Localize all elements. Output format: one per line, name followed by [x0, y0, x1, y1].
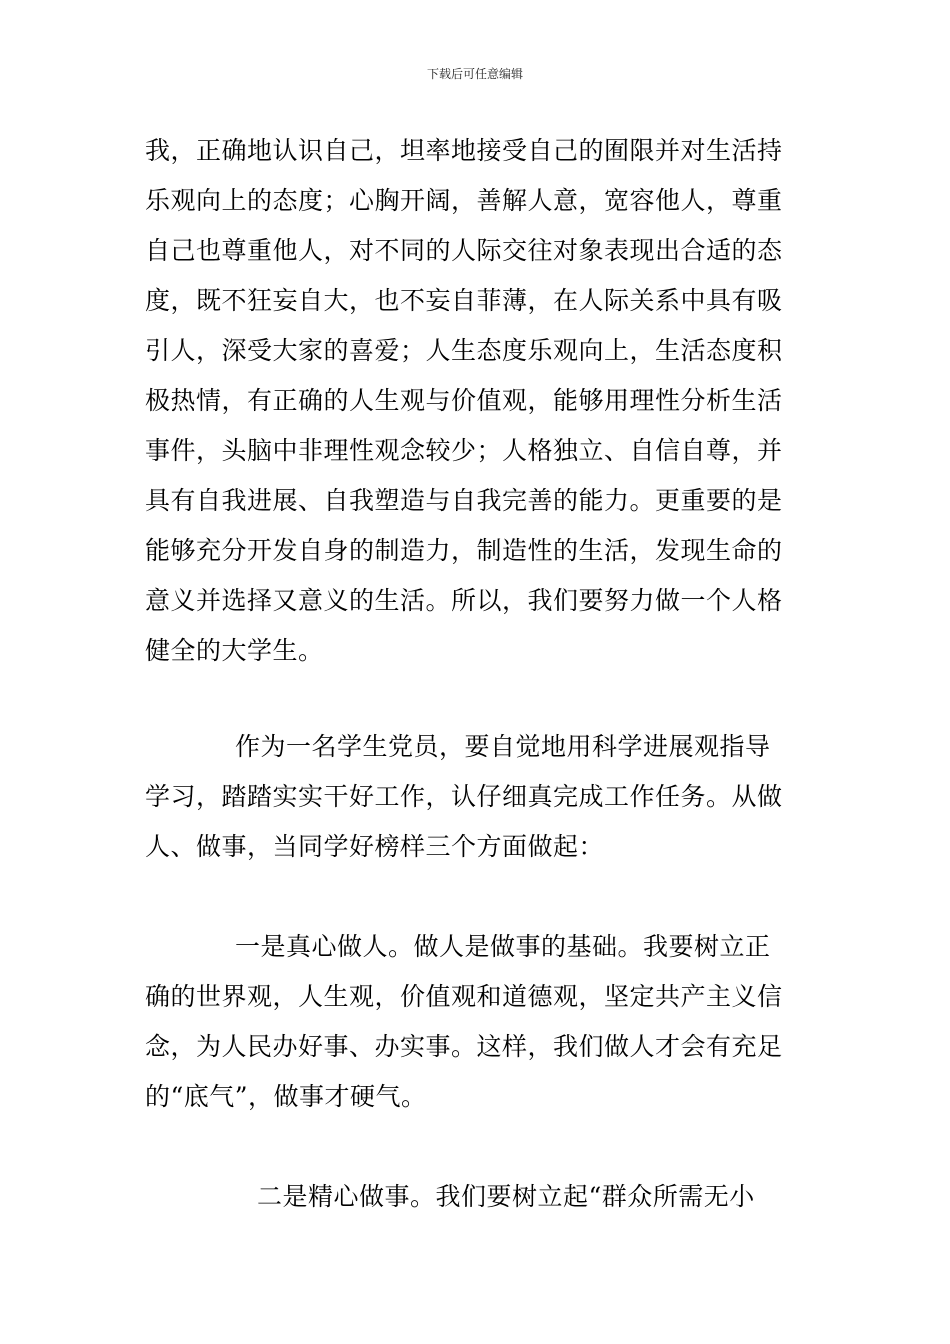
- paragraph-1: [145, 126, 810, 676]
- text-line: 作为一名学生党员，要自觉地用科学进展观指导: [235, 732, 771, 761]
- paragraph-4: [145, 1172, 810, 1222]
- text-line: 自己也尊重他人，对不同的人际交往对象表现出合适的态: [145, 236, 783, 265]
- text-line: 二是精心做事。我们要树立起“群众所需无小: [257, 1182, 755, 1211]
- text-line: 人、做事，当同学好榜样三个方面做起：: [145, 832, 605, 861]
- text-line: 具有自我进展、自我塑造与自我完善的能力。更重要的是: [145, 486, 783, 515]
- text-line: 一是真心做人。做人是做事的基础。我要树立正: [235, 932, 771, 961]
- text-line: 学习，踏踏实实干好工作，认仔细真完成工作任务。从做: [145, 782, 783, 811]
- page-header: 下载后可任意编辑: [426, 67, 523, 81]
- text-line: 引人，深受大家的喜爱；人生态度乐观向上，生活态度积: [145, 336, 783, 365]
- text-line: 确的世界观，人生观，价值观和道德观，坚定共产主义信: [145, 982, 783, 1011]
- text-line: 度，既不狂妄自大，也不妄自菲薄，在人际关系中具有吸: [145, 286, 783, 315]
- text-line: 我，正确地认识自己，坦率地接受自己的囿限并对生活持: [145, 136, 783, 165]
- text-line: 能够充分开发自身的制造力，制造性的生活，发现生命的: [145, 536, 783, 565]
- text-line: 意义并选择又意义的生活。所以，我们要努力做一个人格: [145, 586, 783, 615]
- paragraph-2: [145, 722, 810, 872]
- text-line: 事件，头脑中非理性观念较少；人格独立、自信自尊，并: [145, 436, 783, 465]
- text-line: 的“底气”，做事才硬气。: [145, 1082, 427, 1111]
- text-line: 极热情，有正确的人生观与价值观，能够用理性分析生活: [145, 386, 783, 415]
- text-line: 念，为人民办好事、办实事。这样，我们做人才会有充足: [145, 1032, 783, 1061]
- paragraph-3: [145, 922, 810, 1122]
- text-line: 健全的大学生。: [145, 636, 324, 665]
- text-line: 乐观向上的态度；心胸开阔，善解人意，宽容他人，尊重: [145, 186, 783, 215]
